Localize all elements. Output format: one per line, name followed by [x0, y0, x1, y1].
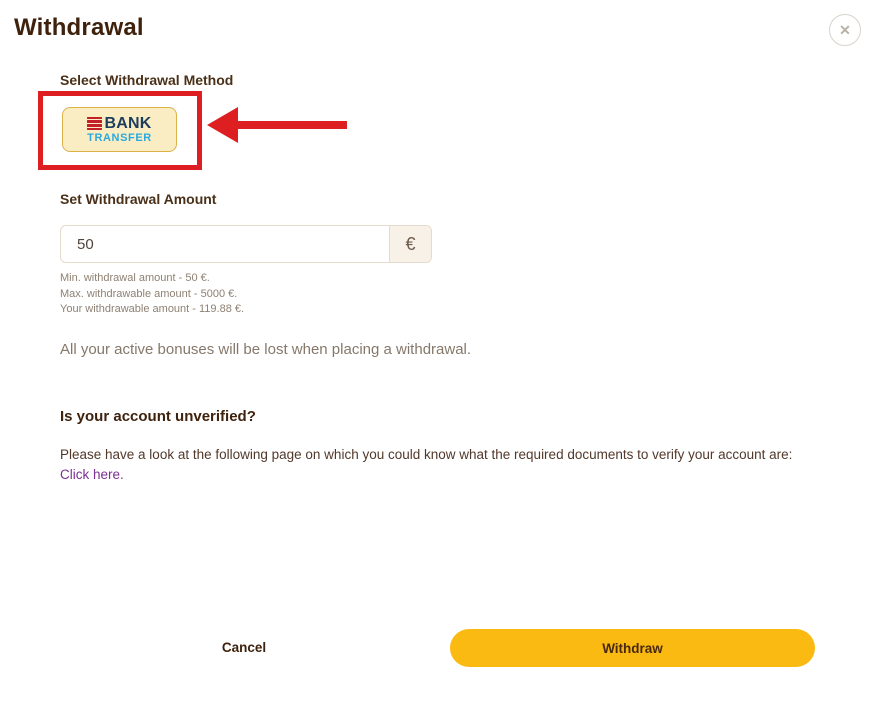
cancel-button[interactable]: Cancel: [201, 636, 287, 658]
hint-min-withdrawal: Min. withdrawal amount - 50 €.: [60, 272, 210, 284]
hint-max-withdrawable: Max. withdrawable amount - 5000 €.: [60, 287, 238, 300]
page-title: Withdrawal: [14, 14, 144, 41]
withdraw-button[interactable]: Withdraw: [450, 629, 815, 667]
withdrawal-amount-label: Set Withdrawal Amount: [60, 191, 217, 207]
bank-logo-word-bottom: TRANSFER: [87, 131, 152, 144]
withdrawal-amount-input[interactable]: [61, 226, 389, 262]
amount-hints: [60, 271, 244, 318]
hint-your-withdrawable: Your withdrawable amount - 119.88 €.: [60, 303, 245, 315]
unverified-account-heading: Is your account unverified?: [60, 408, 256, 425]
bank-transfer-logo: [87, 116, 152, 144]
currency-suffix: [389, 226, 431, 262]
close-button[interactable]: [829, 14, 861, 46]
close-icon: ✕: [839, 21, 851, 38]
withdrawal-method-label: Select Withdrawal Method: [60, 72, 234, 88]
bank-stripes-icon: [87, 116, 102, 131]
amount-input-group: [60, 225, 432, 263]
verify-documents-paragraph: [60, 445, 798, 484]
euro-symbol: €: [405, 233, 416, 254]
bank-transfer-method-button[interactable]: [62, 107, 177, 152]
verify-text: Please have a look at the following page on which you could know what the required documents to verify your account are:: [60, 447, 793, 462]
annotation-arrow-icon: [207, 107, 238, 143]
click-here-link[interactable]: Click here.: [60, 466, 124, 482]
bonus-warning-text: All your active bonuses will be lost when placing a withdrawal.: [60, 341, 472, 358]
bank-logo-word-top: BANK: [104, 114, 152, 132]
annotation-arrow-tail: [238, 121, 347, 129]
